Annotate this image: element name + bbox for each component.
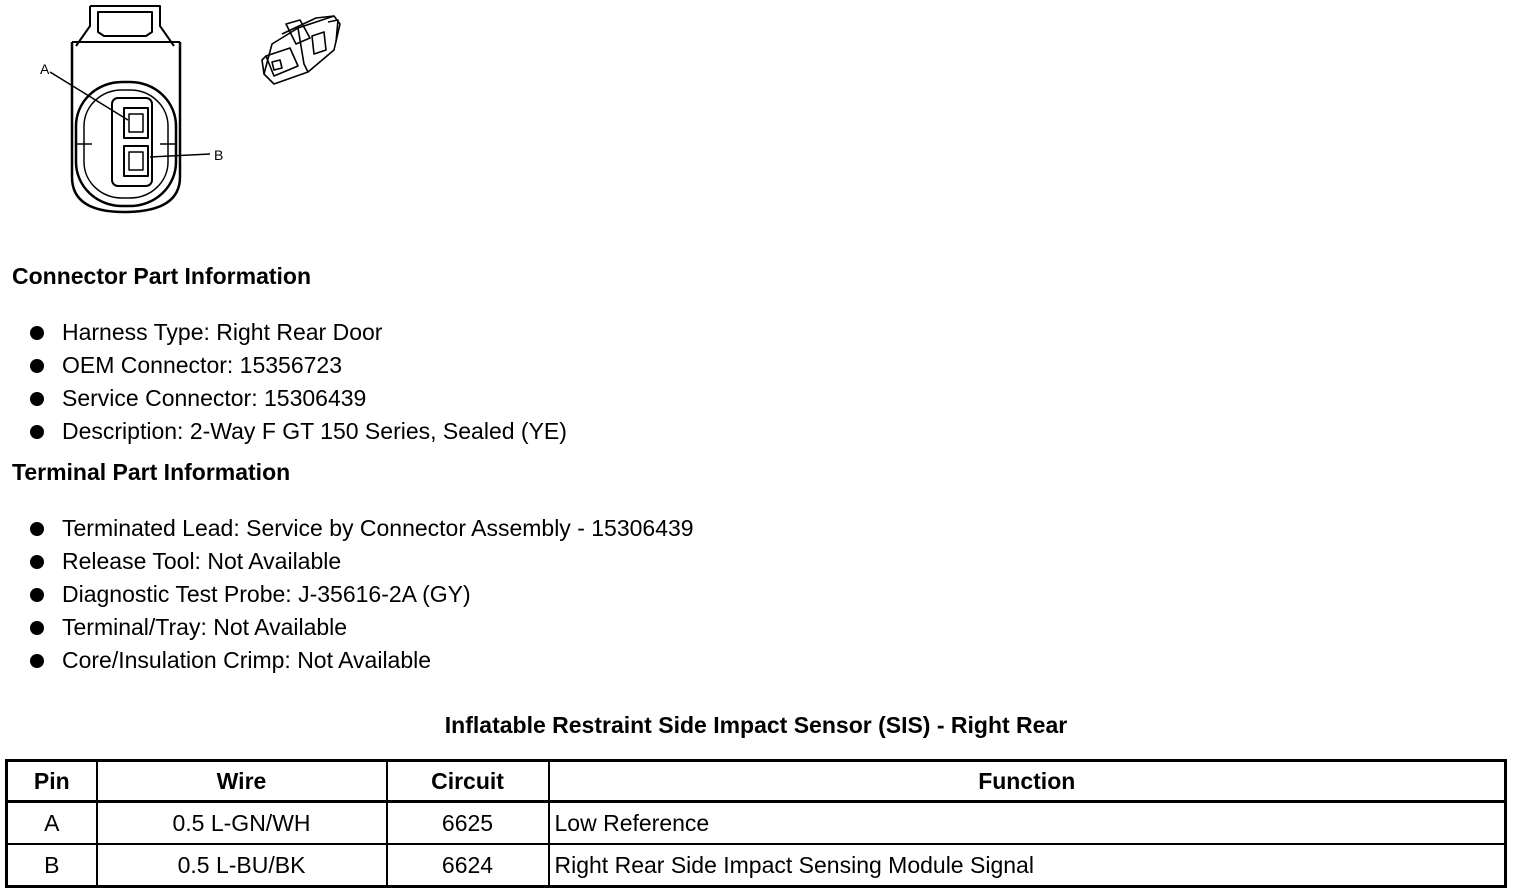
- list-item: Description: 2-Way F GT 150 Series, Sealed (YE): [30, 415, 567, 448]
- circuit-cell: 6625: [387, 802, 549, 845]
- column-header-function: Function: [549, 761, 1506, 802]
- pin-a-label: A: [40, 61, 50, 77]
- list-item: OEM Connector: 15356723: [30, 349, 567, 382]
- bullet-icon: [30, 359, 44, 373]
- bullet-icon: [30, 555, 44, 569]
- bullet-icon: [30, 588, 44, 602]
- pin-table: [5, 759, 1507, 888]
- list-item: Harness Type: Right Rear Door: [30, 316, 567, 349]
- terminal-info-heading: Terminal Part Information: [12, 459, 291, 485]
- table-row: [7, 844, 1506, 887]
- bullet-icon: [30, 654, 44, 668]
- wire-cell: 0.5 L-BU/BK: [97, 844, 387, 887]
- connector-info-list: [30, 316, 567, 448]
- column-header-wire: Wire: [97, 761, 387, 802]
- list-item: Diagnostic Test Probe: J-35616-2A (GY): [30, 578, 694, 611]
- bullet-icon: [30, 425, 44, 439]
- wire-cell: 0.5 L-GN/WH: [97, 802, 387, 845]
- list-item: Terminated Lead: Service by Connector Assembly - 15306439: [30, 512, 694, 545]
- list-item: Core/Insulation Crimp: Not Available: [30, 644, 694, 677]
- table-row: [7, 802, 1506, 845]
- bullet-icon: [30, 522, 44, 536]
- pin-table-title: Inflatable Restraint Side Impact Sensor (SIS) - Right Rear: [444, 712, 1068, 738]
- pin-cell: A: [7, 802, 97, 845]
- column-header-circuit: Circuit: [387, 761, 549, 802]
- function-cell: Low Reference: [549, 802, 1506, 845]
- connector-info-heading: Connector Part Information: [12, 263, 312, 289]
- table-header-row: [7, 761, 1506, 802]
- bullet-icon: [30, 326, 44, 340]
- column-header-pin: Pin: [7, 761, 97, 802]
- function-cell: Right Rear Side Impact Sensing Module Signal: [549, 844, 1506, 887]
- pin-b-label: B: [214, 147, 224, 163]
- connector-isometric-icon: [262, 16, 340, 84]
- list-item: Release Tool: Not Available: [30, 545, 694, 578]
- bullet-icon: [30, 392, 44, 406]
- terminal-info-list: [30, 512, 694, 677]
- circuit-cell: 6624: [387, 844, 549, 887]
- pin-cell: B: [7, 844, 97, 887]
- list-item: Terminal/Tray: Not Available: [30, 611, 694, 644]
- connector-face-diagram: [28, 2, 358, 222]
- list-item: Service Connector: 15306439: [30, 382, 567, 415]
- bullet-icon: [30, 621, 44, 635]
